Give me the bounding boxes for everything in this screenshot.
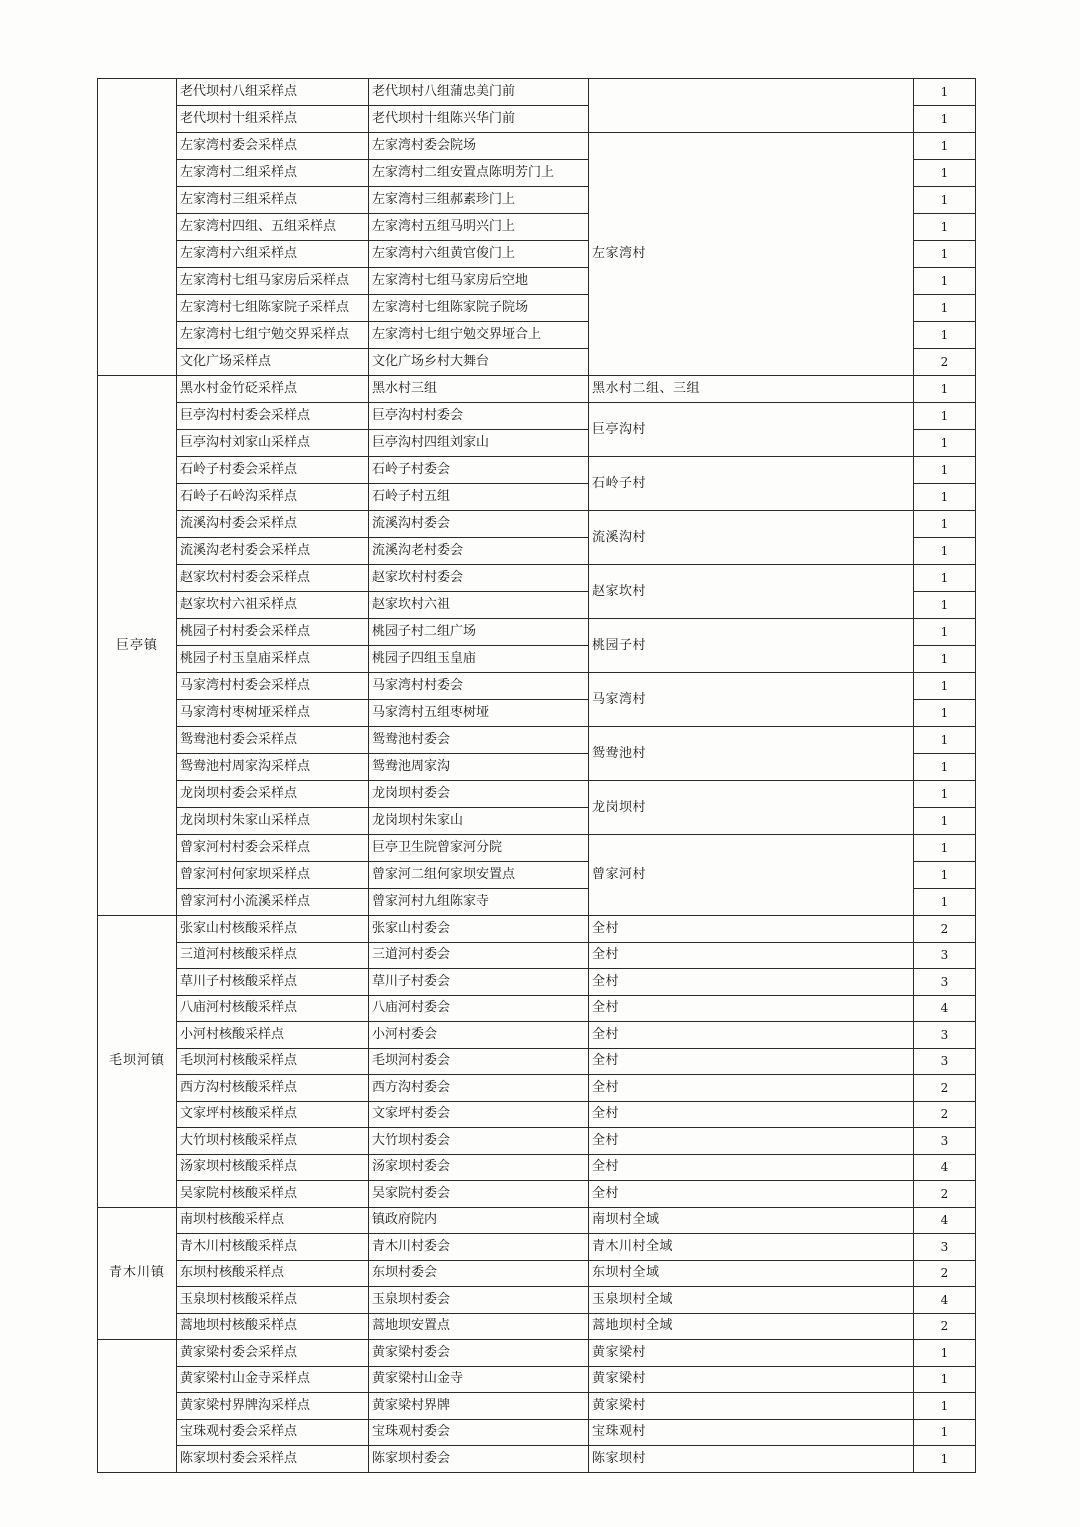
sampling-point-cell: 南坝村核酸采样点 bbox=[177, 1207, 369, 1234]
sampling-point-cell: 桃园子村玉皇庙采样点 bbox=[177, 646, 369, 673]
sampling-point-cell: 玉泉坝村核酸采样点 bbox=[177, 1287, 369, 1314]
sampling-point-cell: 小河村核酸采样点 bbox=[177, 1022, 369, 1049]
sampler-count-cell: 1 bbox=[914, 214, 976, 241]
sampler-count-cell: 4 bbox=[914, 1207, 976, 1234]
sampling-point-cell: 宝珠观村委会采样点 bbox=[177, 1419, 369, 1446]
coverage-scope-cell: 宝珠观村 bbox=[589, 1419, 914, 1446]
table-row bbox=[98, 376, 976, 403]
sampler-count-cell: 1 bbox=[914, 241, 976, 268]
coverage-scope-cell: 青木川村全域 bbox=[589, 1234, 914, 1261]
address-cell: 鸳鸯池村委会 bbox=[369, 727, 589, 754]
coverage-scope-cell: 全村 bbox=[589, 942, 914, 969]
sampler-count-cell: 2 bbox=[914, 1075, 976, 1102]
sampler-count-cell: 1 bbox=[914, 565, 976, 592]
coverage-scope-cell: 赵家坎村 bbox=[589, 565, 914, 619]
address-cell: 左家湾村委会院场 bbox=[369, 133, 589, 160]
address-cell: 左家湾村三组郝素珍门上 bbox=[369, 187, 589, 214]
address-cell: 宝珠观村委会 bbox=[369, 1419, 589, 1446]
coverage-scope-cell: 石岭子村 bbox=[589, 457, 914, 511]
table-row bbox=[98, 1340, 976, 1367]
sampler-count-cell: 1 bbox=[914, 1446, 976, 1473]
coverage-scope-cell: 黄家梁村 bbox=[589, 1393, 914, 1420]
table-row bbox=[98, 565, 976, 592]
sampler-count-cell: 1 bbox=[914, 484, 976, 511]
sampling-point-cell: 鸳鸯池村委会采样点 bbox=[177, 727, 369, 754]
address-cell: 大竹坝村委会 bbox=[369, 1128, 589, 1155]
coverage-scope-cell: 龙岗坝村 bbox=[589, 781, 914, 835]
sampling-point-cell: 左家湾村七组马家房后采样点 bbox=[177, 268, 369, 295]
sampling-point-cell: 左家湾村六组采样点 bbox=[177, 241, 369, 268]
table-row bbox=[98, 403, 976, 430]
sampling-point-cell: 巨亭沟村村委会采样点 bbox=[177, 403, 369, 430]
sampling-point-cell: 黄家梁村山金寺采样点 bbox=[177, 1366, 369, 1393]
address-cell: 八庙河村委会 bbox=[369, 995, 589, 1022]
address-cell: 巨亭卫生院曾家河分院 bbox=[369, 835, 589, 862]
sampling-point-cell: 吴家院村核酸采样点 bbox=[177, 1181, 369, 1208]
sampler-count-cell: 1 bbox=[914, 457, 976, 484]
town-cell bbox=[98, 79, 177, 376]
sampler-count-cell: 1 bbox=[914, 646, 976, 673]
sampler-count-cell: 3 bbox=[914, 1128, 976, 1155]
sampler-count-cell: 1 bbox=[914, 133, 976, 160]
sampler-count-cell: 4 bbox=[914, 995, 976, 1022]
town-cell: 毛坝河镇 bbox=[98, 916, 177, 1208]
sampling-point-cell: 左家湾村二组采样点 bbox=[177, 160, 369, 187]
sampler-count-cell: 1 bbox=[914, 754, 976, 781]
sampling-point-cell: 左家湾村七组陈家院子采样点 bbox=[177, 295, 369, 322]
sampling-point-cell: 左家湾村四组、五组采样点 bbox=[177, 214, 369, 241]
address-cell: 西方沟村委会 bbox=[369, 1075, 589, 1102]
sampling-point-cell: 左家湾村七组宁勉交界采样点 bbox=[177, 322, 369, 349]
sampling-point-cell: 陈家坝村委会采样点 bbox=[177, 1446, 369, 1473]
sampling-point-cell: 文家坪村核酸采样点 bbox=[177, 1101, 369, 1128]
table-row bbox=[98, 727, 976, 754]
address-cell: 小河村委会 bbox=[369, 1022, 589, 1049]
address-cell: 黄家梁村山金寺 bbox=[369, 1366, 589, 1393]
sampler-count-cell: 1 bbox=[914, 781, 976, 808]
table-row bbox=[98, 1446, 976, 1473]
table-row bbox=[98, 1048, 976, 1075]
sampling-point-cell: 桃园子村村委会采样点 bbox=[177, 619, 369, 646]
table-row bbox=[98, 835, 976, 862]
town-cell bbox=[98, 1340, 177, 1473]
sampling-point-cell: 赵家坎村六祖采样点 bbox=[177, 592, 369, 619]
town-cell: 巨亭镇 bbox=[98, 376, 177, 916]
address-cell: 桃园子四组玉皇庙 bbox=[369, 646, 589, 673]
table-row bbox=[98, 969, 976, 996]
address-cell: 石岭子村委会 bbox=[369, 457, 589, 484]
coverage-scope-cell: 马家湾村 bbox=[589, 673, 914, 727]
sampling-point-cell: 张家山村核酸采样点 bbox=[177, 916, 369, 943]
table-row bbox=[98, 1313, 976, 1340]
address-cell: 桃园子村二组广场 bbox=[369, 619, 589, 646]
address-cell: 黄家梁村委会 bbox=[369, 1340, 589, 1367]
coverage-scope-cell: 曾家河村 bbox=[589, 835, 914, 916]
address-cell: 黑水村三组 bbox=[369, 376, 589, 403]
table-row bbox=[98, 1393, 976, 1420]
town-cell: 青木川镇 bbox=[98, 1207, 177, 1340]
sampler-count-cell: 1 bbox=[914, 430, 976, 457]
sampling-point-cell: 曾家河村何家坝采样点 bbox=[177, 862, 369, 889]
address-cell: 蒿地坝安置点 bbox=[369, 1313, 589, 1340]
address-cell: 赵家坎村六祖 bbox=[369, 592, 589, 619]
coverage-scope-cell: 桃园子村 bbox=[589, 619, 914, 673]
sampling-point-cell: 黄家梁村委会采样点 bbox=[177, 1340, 369, 1367]
coverage-scope-cell: 巨亭沟村 bbox=[589, 403, 914, 457]
sampling-point-cell: 巨亭沟村刘家山采样点 bbox=[177, 430, 369, 457]
sampling-point-cell: 曾家河村村委会采样点 bbox=[177, 835, 369, 862]
sampling-point-cell: 黄家梁村界牌沟采样点 bbox=[177, 1393, 369, 1420]
table-row bbox=[98, 942, 976, 969]
address-cell: 陈家坝村委会 bbox=[369, 1446, 589, 1473]
table-row bbox=[98, 1154, 976, 1181]
address-cell: 曾家河二组何家坝安置点 bbox=[369, 862, 589, 889]
coverage-scope-cell: 全村 bbox=[589, 1128, 914, 1155]
sampler-count-cell: 3 bbox=[914, 1048, 976, 1075]
sampler-count-cell: 2 bbox=[914, 1101, 976, 1128]
sampler-count-cell: 1 bbox=[914, 160, 976, 187]
sampling-point-cell: 马家湾村村委会采样点 bbox=[177, 673, 369, 700]
sampler-count-cell: 1 bbox=[914, 511, 976, 538]
table-row bbox=[98, 511, 976, 538]
coverage-scope-cell: 全村 bbox=[589, 1154, 914, 1181]
address-cell: 老代坝村十组陈兴华门前 bbox=[369, 106, 589, 133]
sampler-count-cell: 1 bbox=[914, 592, 976, 619]
sampler-count-cell: 3 bbox=[914, 942, 976, 969]
address-cell: 左家湾村二组安置点陈明芳门上 bbox=[369, 160, 589, 187]
sampling-point-cell: 东坝村核酸采样点 bbox=[177, 1260, 369, 1287]
sampler-count-cell: 1 bbox=[914, 403, 976, 430]
sampling-point-cell: 蒿地坝村核酸采样点 bbox=[177, 1313, 369, 1340]
table-row bbox=[98, 916, 976, 943]
sampler-count-cell: 1 bbox=[914, 187, 976, 214]
address-cell: 老代坝村八组蒲忠美门前 bbox=[369, 79, 589, 106]
sampling-point-cell: 石岭子石岭沟采样点 bbox=[177, 484, 369, 511]
coverage-scope-cell bbox=[589, 79, 914, 133]
sampler-count-cell: 2 bbox=[914, 1313, 976, 1340]
address-cell: 汤家坝村委会 bbox=[369, 1154, 589, 1181]
coverage-scope-cell: 南坝村全域 bbox=[589, 1207, 914, 1234]
sampling-point-cell: 左家湾村三组采样点 bbox=[177, 187, 369, 214]
address-cell: 左家湾村六组黄官俊门上 bbox=[369, 241, 589, 268]
sampler-count-cell: 1 bbox=[914, 1340, 976, 1367]
sampler-count-cell: 1 bbox=[914, 1393, 976, 1420]
sampling-point-cell: 汤家坝村核酸采样点 bbox=[177, 1154, 369, 1181]
address-cell: 巨亭沟村村委会 bbox=[369, 403, 589, 430]
sampling-point-cell: 文化广场采样点 bbox=[177, 349, 369, 376]
sampler-count-cell: 1 bbox=[914, 295, 976, 322]
sampler-count-cell: 1 bbox=[914, 1419, 976, 1446]
sampler-count-cell: 1 bbox=[914, 376, 976, 403]
sampling-point-cell: 老代坝村十组采样点 bbox=[177, 106, 369, 133]
coverage-scope-cell: 全村 bbox=[589, 1022, 914, 1049]
table-row bbox=[98, 1207, 976, 1234]
address-cell: 鸳鸯池周家沟 bbox=[369, 754, 589, 781]
table-row bbox=[98, 1075, 976, 1102]
coverage-scope-cell: 全村 bbox=[589, 995, 914, 1022]
sampler-count-cell: 1 bbox=[914, 808, 976, 835]
table-row bbox=[98, 1234, 976, 1261]
address-cell: 文家坪村委会 bbox=[369, 1101, 589, 1128]
table-row bbox=[98, 79, 976, 106]
table-row bbox=[98, 1128, 976, 1155]
address-cell: 文化广场乡村大舞台 bbox=[369, 349, 589, 376]
address-cell: 三道河村委会 bbox=[369, 942, 589, 969]
sampling-point-cell: 左家湾村委会采样点 bbox=[177, 133, 369, 160]
sampling-point-cell: 流溪沟村委会采样点 bbox=[177, 511, 369, 538]
coverage-scope-cell: 全村 bbox=[589, 1048, 914, 1075]
table-row bbox=[98, 1366, 976, 1393]
sampling-point-cell: 青木川村核酸采样点 bbox=[177, 1234, 369, 1261]
coverage-scope-cell: 黄家梁村 bbox=[589, 1366, 914, 1393]
address-cell: 玉泉坝村委会 bbox=[369, 1287, 589, 1314]
sampling-point-cell: 大竹坝村核酸采样点 bbox=[177, 1128, 369, 1155]
address-cell: 东坝村委会 bbox=[369, 1260, 589, 1287]
table-row bbox=[98, 1101, 976, 1128]
sampling-point-cell: 赵家坎村村委会采样点 bbox=[177, 565, 369, 592]
address-cell: 龙岗坝村朱家山 bbox=[369, 808, 589, 835]
table-row bbox=[98, 995, 976, 1022]
coverage-scope-cell: 全村 bbox=[589, 916, 914, 943]
address-cell: 龙岗坝村委会 bbox=[369, 781, 589, 808]
sampler-count-cell: 2 bbox=[914, 349, 976, 376]
table-row bbox=[98, 781, 976, 808]
sampling-point-cell: 毛坝河村核酸采样点 bbox=[177, 1048, 369, 1075]
sampling-point-cell: 鸳鸯池村周家沟采样点 bbox=[177, 754, 369, 781]
coverage-scope-cell: 全村 bbox=[589, 1101, 914, 1128]
address-cell: 毛坝河村委会 bbox=[369, 1048, 589, 1075]
sampling-point-cell: 流溪沟老村委会采样点 bbox=[177, 538, 369, 565]
sampler-count-cell: 1 bbox=[914, 79, 976, 106]
table-row bbox=[98, 619, 976, 646]
sampler-count-cell: 1 bbox=[914, 322, 976, 349]
sampler-count-cell: 2 bbox=[914, 916, 976, 943]
sampler-count-cell: 1 bbox=[914, 619, 976, 646]
sampling-point-table bbox=[97, 78, 976, 1473]
coverage-scope-cell: 玉泉坝村全域 bbox=[589, 1287, 914, 1314]
address-cell: 赵家坎村村委会 bbox=[369, 565, 589, 592]
coverage-scope-cell: 东坝村全域 bbox=[589, 1260, 914, 1287]
sampler-count-cell: 1 bbox=[914, 700, 976, 727]
address-cell: 巨亭沟村四组刘家山 bbox=[369, 430, 589, 457]
coverage-scope-cell: 流溪沟村 bbox=[589, 511, 914, 565]
sampler-count-cell: 1 bbox=[914, 862, 976, 889]
coverage-scope-cell: 全村 bbox=[589, 1181, 914, 1208]
sampler-count-cell: 1 bbox=[914, 268, 976, 295]
sampling-point-cell: 黑水村金竹砭采样点 bbox=[177, 376, 369, 403]
address-cell: 马家湾村五组枣树垭 bbox=[369, 700, 589, 727]
table-row bbox=[98, 673, 976, 700]
sampling-point-cell: 马家湾村枣树垭采样点 bbox=[177, 700, 369, 727]
sampling-point-cell: 龙岗坝村委会采样点 bbox=[177, 781, 369, 808]
sampler-count-cell: 1 bbox=[914, 835, 976, 862]
address-cell: 张家山村委会 bbox=[369, 916, 589, 943]
table-row bbox=[98, 457, 976, 484]
sampling-point-cell: 八庙河村核酸采样点 bbox=[177, 995, 369, 1022]
address-cell: 左家湾村五组马明兴门上 bbox=[369, 214, 589, 241]
sampler-count-cell: 1 bbox=[914, 889, 976, 916]
table-row bbox=[98, 1181, 976, 1208]
table-row bbox=[98, 133, 976, 160]
address-cell: 左家湾村七组马家房后空地 bbox=[369, 268, 589, 295]
address-cell: 流溪沟村委会 bbox=[369, 511, 589, 538]
sampler-count-cell: 1 bbox=[914, 1366, 976, 1393]
address-cell: 黄家梁村界牌 bbox=[369, 1393, 589, 1420]
sampling-point-cell: 石岭子村委会采样点 bbox=[177, 457, 369, 484]
sampling-point-cell: 龙岗坝村朱家山采样点 bbox=[177, 808, 369, 835]
sampler-count-cell: 1 bbox=[914, 106, 976, 133]
sampler-count-cell: 3 bbox=[914, 1234, 976, 1261]
address-cell: 马家湾村村委会 bbox=[369, 673, 589, 700]
sampler-count-cell: 3 bbox=[914, 969, 976, 996]
sampler-count-cell: 3 bbox=[914, 1022, 976, 1049]
sampler-count-cell: 4 bbox=[914, 1287, 976, 1314]
address-cell: 曾家河村九组陈家寺 bbox=[369, 889, 589, 916]
address-cell: 草川子村委会 bbox=[369, 969, 589, 996]
coverage-scope-cell: 黑水村二组、三组 bbox=[589, 376, 914, 403]
sampler-count-cell: 1 bbox=[914, 538, 976, 565]
address-cell: 青木川村委会 bbox=[369, 1234, 589, 1261]
sampling-point-cell: 西方沟村核酸采样点 bbox=[177, 1075, 369, 1102]
table-row bbox=[98, 1287, 976, 1314]
coverage-scope-cell: 蒿地坝村全域 bbox=[589, 1313, 914, 1340]
address-cell: 镇政府院内 bbox=[369, 1207, 589, 1234]
sampling-point-cell: 老代坝村八组采样点 bbox=[177, 79, 369, 106]
address-cell: 左家湾村七组陈家院子院场 bbox=[369, 295, 589, 322]
coverage-scope-cell: 全村 bbox=[589, 969, 914, 996]
coverage-scope-cell: 全村 bbox=[589, 1075, 914, 1102]
sampler-count-cell: 4 bbox=[914, 1154, 976, 1181]
sampler-count-cell: 2 bbox=[914, 1181, 976, 1208]
address-cell: 流溪沟老村委会 bbox=[369, 538, 589, 565]
coverage-scope-cell: 陈家坝村 bbox=[589, 1446, 914, 1473]
address-cell: 吴家院村委会 bbox=[369, 1181, 589, 1208]
sampler-count-cell: 1 bbox=[914, 673, 976, 700]
sampling-point-cell: 三道河村核酸采样点 bbox=[177, 942, 369, 969]
coverage-scope-cell: 鸳鸯池村 bbox=[589, 727, 914, 781]
sampling-point-cell: 草川子村核酸采样点 bbox=[177, 969, 369, 996]
coverage-scope-cell: 左家湾村 bbox=[589, 133, 914, 376]
coverage-scope-cell: 黄家梁村 bbox=[589, 1340, 914, 1367]
table-row bbox=[98, 1419, 976, 1446]
address-cell: 石岭子村五组 bbox=[369, 484, 589, 511]
sampler-count-cell: 2 bbox=[914, 1260, 976, 1287]
table-row bbox=[98, 1022, 976, 1049]
sampler-count-cell: 1 bbox=[914, 727, 976, 754]
sampling-point-cell: 曾家河村小流溪采样点 bbox=[177, 889, 369, 916]
address-cell: 左家湾村七组宁勉交界垭合上 bbox=[369, 322, 589, 349]
table-row bbox=[98, 1260, 976, 1287]
